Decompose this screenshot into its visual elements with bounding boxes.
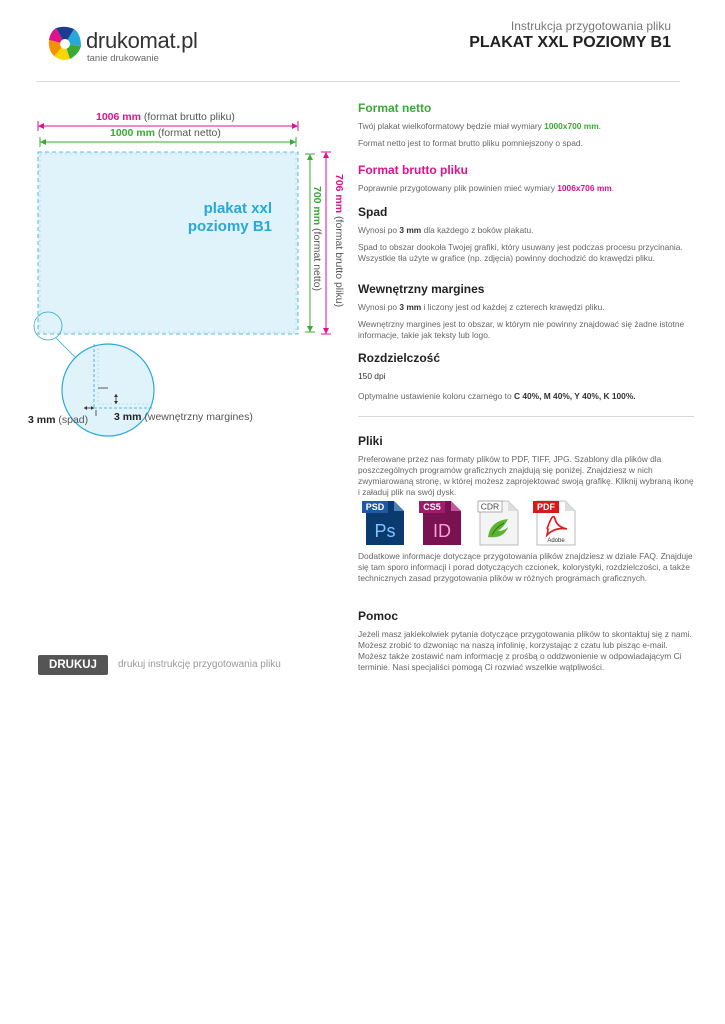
section-spad xyxy=(358,205,694,264)
section-pliki-more xyxy=(358,546,694,584)
section-text: Wynosi po 3 mm dla każdego z boków plakatu. xyxy=(358,225,534,235)
svg-text:CDR: CDR xyxy=(480,501,500,512)
svg-text:PSD: PSD xyxy=(365,502,385,512)
section-text: Jeżeli masz jakiekolwiek pytania dotyczące przygotowania plików to skontaktuj się z nami. Możesz zrobić to dzwoniąc na naszą infolinię, korzystając z czatu lub pisząc e-mail. Możesz także zostawić nam informację z prośbą o oddzwonienie w odpowiadającym Ci terminie. Nasi specjaliści pomogą Ci rozwiać wszelkie wątpliwości. xyxy=(358,629,692,672)
section-format-netto xyxy=(358,101,694,149)
section-heading: Rozdzielczość xyxy=(358,351,441,365)
section-heading: Format netto xyxy=(358,101,432,115)
logo-name: drukomat.pl xyxy=(86,28,198,53)
section-text: Wewnętrzny margines jest to obszar, w którym nie powinny znajdować się żadne istotne informacje, takie jak teksty lub logo. xyxy=(358,319,685,340)
section-format-brutto xyxy=(358,163,694,194)
coreldraw-file-icon[interactable] xyxy=(474,497,524,547)
section-text: Format netto jest to format brutto pliku pomniejszony o spad. xyxy=(358,138,583,148)
brutto-width-label: 1006 mm (format brutto pliku) xyxy=(96,111,235,123)
print-button[interactable]: DRUKUJ xyxy=(38,655,108,675)
section-text: Preferowane przez nas formaty plików to PDF, TIFF, JPG. Szablony dla plików dla poszczególnych programów graficznych znajdują się poniżej. Znajdziesz w nich zwymiarowaną stronę, w której możesz zaprojektować swoją grafikę. Kliknij wybraną ikonę i załaduj plik na swój dysk. xyxy=(358,454,694,497)
document-subtitle: Instrukcja przygotowania pliku xyxy=(510,19,671,33)
template-files xyxy=(358,497,588,547)
brutto-height-label: 706 mm (format brutto pliku) xyxy=(333,174,345,308)
svg-text:Adobe: Adobe xyxy=(547,538,565,544)
svg-text:Ps: Ps xyxy=(374,521,396,541)
section-heading: Wewnętrzny margines xyxy=(358,282,485,296)
section-text: Poprawnie przygotowany plik powinien mieć wymiary 1006x706 mm. xyxy=(358,183,615,193)
pdf-file-icon[interactable] xyxy=(531,497,581,547)
svg-text:ID: ID xyxy=(433,521,451,541)
section-text: Wynosi po 3 mm i liczony jest od każdej z czterech krawędzi pliku. xyxy=(358,302,605,312)
section-rozdzielczosc xyxy=(358,351,694,402)
section-text: Dodatkowe informacje dotyczące przygotowania plików znajdziesz w dziale FAQ. Znajduje się tam sporo informacji i porad dotyczących czcionek, kolorystyki, rozdzielczości, a także technicznych zasad przygotowania plików w różnych programach graficznych. xyxy=(358,551,693,583)
logo-tagline: tanie drukowanie xyxy=(87,53,159,64)
photoshop-file-icon[interactable] xyxy=(360,497,410,547)
indesign-file-icon[interactable] xyxy=(417,497,467,547)
spad-label: 3 mm (spad) xyxy=(28,414,89,426)
svg-text:CS5: CS5 xyxy=(423,502,441,512)
dpi-value: 150 dpi xyxy=(358,371,386,381)
document-title: PLAKAT XXL POZIOMY B1 xyxy=(469,34,671,51)
print-description-link[interactable]: drukuj instrukcję przygotowania pliku xyxy=(118,659,281,670)
section-heading: Pliki xyxy=(358,434,383,448)
section-text: Optymalne ustawienie koloru czarnego to C 40%, M 40%, Y 40%, K 100%. xyxy=(358,391,636,401)
margin-label: 3 mm (wewnętrzny margines) xyxy=(114,411,253,423)
section-pliki xyxy=(358,434,694,498)
section-divider xyxy=(358,416,694,417)
section-heading: Spad xyxy=(358,205,388,219)
section-margines xyxy=(358,282,694,341)
section-text: Spad to obszar dookoła Twojej grafiki, który usuwany jest podczas procesu przycinania. Wszystkie tła użyte w grafice (np. zdjęcia) powinny dochodzić do krawędzi pliku. xyxy=(358,242,683,263)
section-heading: Format brutto pliku xyxy=(358,163,468,177)
netto-width-label: 1000 mm (format netto) xyxy=(110,127,221,139)
section-pomoc xyxy=(358,609,694,673)
section-text: Twój plakat wielkoformatowy będzie miał wymiary 1000x700 mm. xyxy=(358,121,601,131)
poster-label: plakat xxl poziomy B1 xyxy=(187,200,272,235)
section-heading: Pomoc xyxy=(358,609,399,623)
netto-height-label: 700 mm (format netto) xyxy=(311,186,323,292)
poster-area xyxy=(38,152,298,334)
svg-text:PDF: PDF xyxy=(537,502,555,512)
